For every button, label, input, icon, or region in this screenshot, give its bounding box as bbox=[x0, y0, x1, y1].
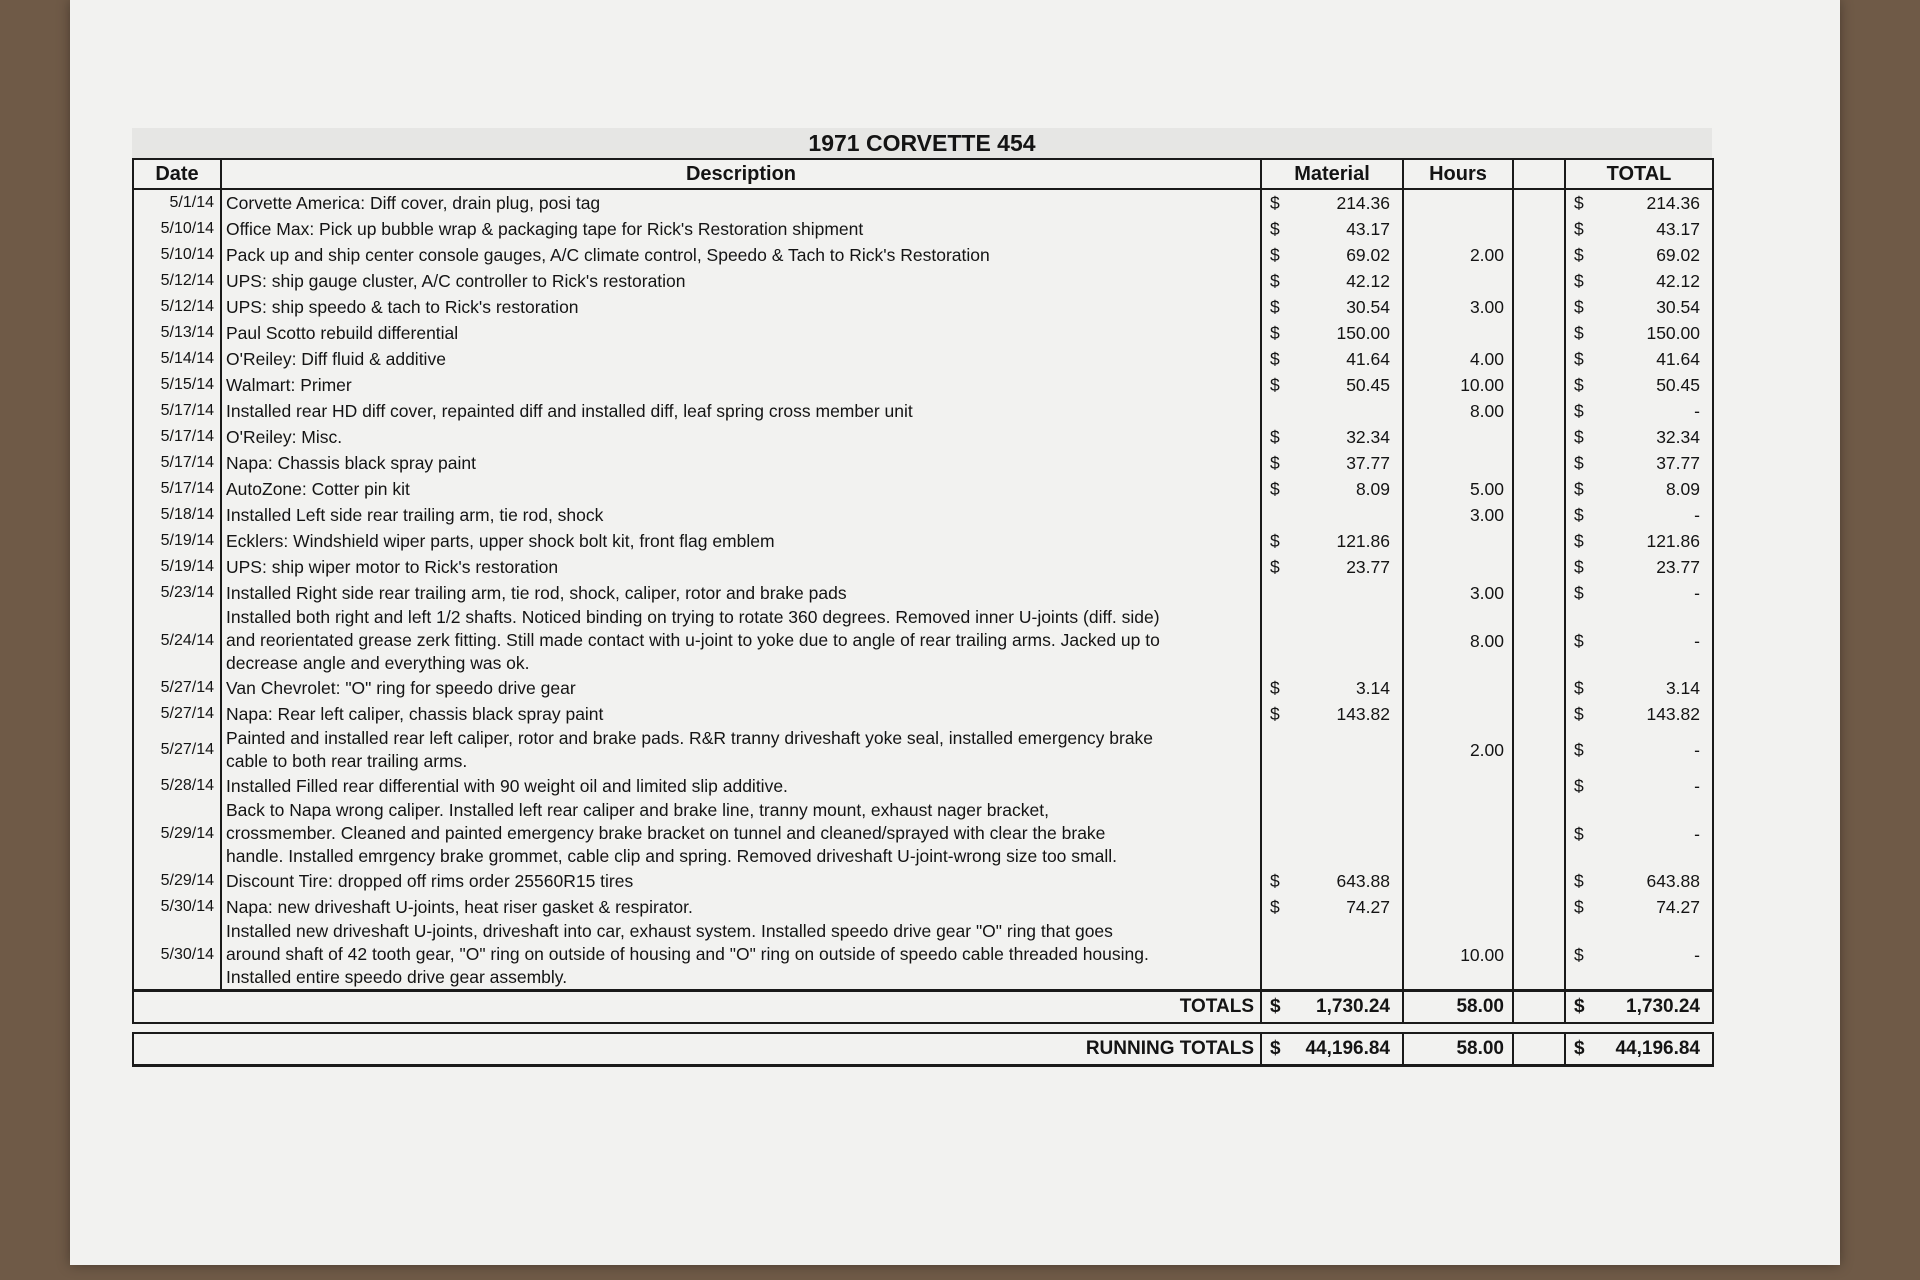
material-currency: $ bbox=[1261, 268, 1301, 294]
total-currency: $ bbox=[1565, 450, 1605, 476]
row-blank bbox=[1513, 346, 1565, 372]
row-blank bbox=[1513, 242, 1565, 268]
material-currency: $ bbox=[1261, 675, 1301, 701]
currency-sign: $ bbox=[1565, 991, 1605, 1024]
row-material: 8.09 bbox=[1301, 476, 1403, 502]
table-row bbox=[133, 476, 1713, 502]
running-totals-hours: 58.00 bbox=[1403, 1033, 1513, 1066]
table-row bbox=[133, 799, 1713, 868]
row-hours bbox=[1403, 320, 1513, 346]
row-total: 43.17 bbox=[1605, 216, 1713, 242]
paper-sheet bbox=[70, 0, 1840, 1265]
row-material: 74.27 bbox=[1301, 894, 1403, 920]
row-blank bbox=[1513, 868, 1565, 894]
description-line: and reorientated grease zerk fitting. Still made contact with u-joint to yoke due to angle of rear trailing arms. Jacked up to bbox=[226, 630, 1160, 650]
sheet-title: 1971 CORVETTE 454 bbox=[132, 128, 1712, 158]
row-hours: 5.00 bbox=[1403, 476, 1513, 502]
row-blank bbox=[1513, 189, 1565, 216]
row-blank bbox=[1513, 424, 1565, 450]
row-total: - bbox=[1605, 502, 1713, 528]
material-currency bbox=[1261, 773, 1301, 799]
total-currency: $ bbox=[1565, 294, 1605, 320]
description-line: Napa: new driveshaft U-joints, heat riser gasket & respirator. bbox=[226, 896, 693, 917]
row-material: 23.77 bbox=[1301, 554, 1403, 580]
row-total: - bbox=[1605, 580, 1713, 606]
material-currency: $ bbox=[1261, 868, 1301, 894]
row-total: 37.77 bbox=[1605, 450, 1713, 476]
running-totals-blank bbox=[1513, 1033, 1565, 1066]
row-total: 3.14 bbox=[1605, 675, 1713, 701]
row-date: 5/12/14 bbox=[133, 268, 221, 294]
description-line: Napa: Rear left caliper, chassis black spray paint bbox=[226, 703, 604, 724]
table-row bbox=[133, 868, 1713, 894]
row-blank bbox=[1513, 294, 1565, 320]
description-line: crossmember. Cleaned and painted emergency brake bracket on tunnel and cleaned/sprayed with clear the brake bbox=[226, 823, 1106, 843]
currency-sign: $ bbox=[1261, 1033, 1301, 1066]
table-row bbox=[133, 502, 1713, 528]
description-line: Pack up and ship center console gauges, A/C climate control, Speedo & Tach to Rick's Restoration bbox=[226, 244, 990, 265]
row-total: - bbox=[1605, 398, 1713, 424]
totals-material: 1,730.24 bbox=[1301, 991, 1403, 1024]
row-description bbox=[221, 799, 1261, 868]
row-description bbox=[221, 242, 1261, 268]
row-blank bbox=[1513, 450, 1565, 476]
total-currency: $ bbox=[1565, 799, 1605, 868]
row-description bbox=[221, 920, 1261, 991]
row-blank bbox=[1513, 727, 1565, 773]
material-currency: $ bbox=[1261, 216, 1301, 242]
table-row bbox=[133, 554, 1713, 580]
row-total: 41.64 bbox=[1605, 346, 1713, 372]
total-currency: $ bbox=[1565, 216, 1605, 242]
spacer-row bbox=[133, 1023, 1713, 1033]
table-row bbox=[133, 294, 1713, 320]
row-hours: 10.00 bbox=[1403, 372, 1513, 398]
row-material: 43.17 bbox=[1301, 216, 1403, 242]
table-row bbox=[133, 268, 1713, 294]
row-hours bbox=[1403, 528, 1513, 554]
material-currency bbox=[1261, 606, 1301, 675]
description-line: Installed Filled rear differential with 90 weight oil and limited slip additive. bbox=[226, 775, 788, 796]
row-hours bbox=[1403, 268, 1513, 294]
row-material bbox=[1301, 606, 1403, 675]
table-row bbox=[133, 606, 1713, 675]
description-line: Walmart: Primer bbox=[226, 374, 352, 395]
row-hours: 8.00 bbox=[1403, 398, 1513, 424]
row-blank bbox=[1513, 216, 1565, 242]
total-currency: $ bbox=[1565, 424, 1605, 450]
material-currency bbox=[1261, 502, 1301, 528]
row-total: 69.02 bbox=[1605, 242, 1713, 268]
row-material: 121.86 bbox=[1301, 528, 1403, 554]
row-description bbox=[221, 424, 1261, 450]
row-total: 50.45 bbox=[1605, 372, 1713, 398]
description-line: UPS: ship speedo & tach to Rick's restoration bbox=[226, 296, 579, 317]
material-currency: $ bbox=[1261, 320, 1301, 346]
row-material bbox=[1301, 920, 1403, 991]
description-line: cable to both rear trailing arms. bbox=[226, 751, 468, 771]
row-total: 32.34 bbox=[1605, 424, 1713, 450]
row-date: 5/1/14 bbox=[133, 189, 221, 216]
header-hours: Hours bbox=[1403, 159, 1513, 189]
material-currency: $ bbox=[1261, 528, 1301, 554]
material-currency: $ bbox=[1261, 476, 1301, 502]
header-date: Date bbox=[133, 159, 221, 189]
row-date: 5/12/14 bbox=[133, 294, 221, 320]
row-blank bbox=[1513, 320, 1565, 346]
row-hours: 10.00 bbox=[1403, 920, 1513, 991]
row-date: 5/17/14 bbox=[133, 450, 221, 476]
row-material bbox=[1301, 727, 1403, 773]
row-date: 5/17/14 bbox=[133, 476, 221, 502]
row-date: 5/18/14 bbox=[133, 502, 221, 528]
description-line: Paul Scotto rebuild differential bbox=[226, 322, 459, 343]
row-material: 143.82 bbox=[1301, 701, 1403, 727]
description-line: Installed Right side rear trailing arm, tie rod, shock, caliper, rotor and brake pads bbox=[226, 582, 847, 603]
row-total: 121.86 bbox=[1605, 528, 1713, 554]
description-line: UPS: ship gauge cluster, A/C controller to Rick's restoration bbox=[226, 270, 686, 291]
row-hours bbox=[1403, 554, 1513, 580]
table-row bbox=[133, 189, 1713, 216]
description-line: O'Reiley: Misc. bbox=[226, 426, 343, 447]
row-description bbox=[221, 372, 1261, 398]
table-row bbox=[133, 346, 1713, 372]
row-description bbox=[221, 675, 1261, 701]
row-total: - bbox=[1605, 727, 1713, 773]
row-material: 3.14 bbox=[1301, 675, 1403, 701]
row-date: 5/27/14 bbox=[133, 727, 221, 773]
row-blank bbox=[1513, 580, 1565, 606]
table-row bbox=[133, 372, 1713, 398]
description-line: Napa: Chassis black spray paint bbox=[226, 452, 476, 473]
total-currency: $ bbox=[1565, 675, 1605, 701]
row-description bbox=[221, 606, 1261, 675]
row-total: - bbox=[1605, 606, 1713, 675]
material-currency: $ bbox=[1261, 346, 1301, 372]
table-body bbox=[133, 189, 1713, 991]
row-date: 5/24/14 bbox=[133, 606, 221, 675]
material-currency: $ bbox=[1261, 894, 1301, 920]
running-totals-total: 44,196.84 bbox=[1605, 1033, 1713, 1066]
total-currency: $ bbox=[1565, 372, 1605, 398]
material-currency bbox=[1261, 727, 1301, 773]
description-line: Installed both right and left 1/2 shafts. Noticed binding on trying to rotate 360 degrees. Removed inner U-joints (diff. side) bbox=[226, 607, 1160, 627]
row-blank bbox=[1513, 773, 1565, 799]
row-total: - bbox=[1605, 773, 1713, 799]
row-blank bbox=[1513, 894, 1565, 920]
row-material: 42.12 bbox=[1301, 268, 1403, 294]
row-date: 5/10/14 bbox=[133, 216, 221, 242]
totals-total: 1,730.24 bbox=[1605, 991, 1713, 1024]
row-date: 5/29/14 bbox=[133, 868, 221, 894]
row-description bbox=[221, 580, 1261, 606]
table-row bbox=[133, 580, 1713, 606]
totals-row bbox=[133, 991, 1713, 1024]
table-row bbox=[133, 450, 1713, 476]
row-hours bbox=[1403, 894, 1513, 920]
row-blank bbox=[1513, 675, 1565, 701]
description-line: Discount Tire: dropped off rims order 25560R15 tires bbox=[226, 870, 634, 891]
row-total: 42.12 bbox=[1605, 268, 1713, 294]
material-currency bbox=[1261, 920, 1301, 991]
material-currency: $ bbox=[1261, 189, 1301, 216]
total-currency: $ bbox=[1565, 606, 1605, 675]
table-row bbox=[133, 894, 1713, 920]
row-hours bbox=[1403, 799, 1513, 868]
row-date: 5/30/14 bbox=[133, 894, 221, 920]
row-date: 5/14/14 bbox=[133, 346, 221, 372]
description-line: handle. Installed emrgency brake grommet, cable clip and spring. Removed driveshaft U-joint-wrong size too small. bbox=[226, 846, 1117, 866]
row-material bbox=[1301, 502, 1403, 528]
running-totals-label: RUNNING TOTALS bbox=[133, 1033, 1261, 1066]
row-total: 8.09 bbox=[1605, 476, 1713, 502]
header-description: Description bbox=[221, 159, 1261, 189]
row-blank bbox=[1513, 799, 1565, 868]
row-hours bbox=[1403, 773, 1513, 799]
row-blank bbox=[1513, 268, 1565, 294]
material-currency: $ bbox=[1261, 554, 1301, 580]
row-description bbox=[221, 502, 1261, 528]
table-row bbox=[133, 675, 1713, 701]
header-row bbox=[133, 159, 1713, 189]
row-date: 5/13/14 bbox=[133, 320, 221, 346]
row-blank bbox=[1513, 528, 1565, 554]
expense-table bbox=[132, 158, 1714, 1067]
description-line: AutoZone: Cotter pin kit bbox=[226, 478, 410, 499]
row-hours bbox=[1403, 216, 1513, 242]
row-hours: 8.00 bbox=[1403, 606, 1513, 675]
total-currency: $ bbox=[1565, 476, 1605, 502]
row-date: 5/17/14 bbox=[133, 398, 221, 424]
table-row bbox=[133, 216, 1713, 242]
row-description bbox=[221, 701, 1261, 727]
total-currency: $ bbox=[1565, 528, 1605, 554]
row-blank bbox=[1513, 920, 1565, 991]
row-material: 50.45 bbox=[1301, 372, 1403, 398]
row-material: 150.00 bbox=[1301, 320, 1403, 346]
description-line: Ecklers: Windshield wiper parts, upper shock bolt kit, front flag emblem bbox=[226, 530, 775, 551]
row-material: 32.34 bbox=[1301, 424, 1403, 450]
row-description bbox=[221, 320, 1261, 346]
row-description bbox=[221, 450, 1261, 476]
total-currency: $ bbox=[1565, 502, 1605, 528]
table-row bbox=[133, 320, 1713, 346]
row-description bbox=[221, 727, 1261, 773]
description-line: around shaft of 42 tooth gear, "O" ring on outside of housing and "O" ring on outside of speedo cable threaded housing. bbox=[226, 944, 1149, 964]
row-hours bbox=[1403, 675, 1513, 701]
row-hours bbox=[1403, 701, 1513, 727]
row-date: 5/19/14 bbox=[133, 528, 221, 554]
row-hours: 3.00 bbox=[1403, 580, 1513, 606]
description-line: Painted and installed rear left caliper, rotor and brake pads. R&R tranny driveshaft yoke seal, installed emergency brake bbox=[226, 728, 1154, 748]
total-currency: $ bbox=[1565, 398, 1605, 424]
total-currency: $ bbox=[1565, 894, 1605, 920]
table-row bbox=[133, 773, 1713, 799]
material-currency: $ bbox=[1261, 424, 1301, 450]
row-material: 37.77 bbox=[1301, 450, 1403, 476]
table-row bbox=[133, 242, 1713, 268]
total-currency: $ bbox=[1565, 701, 1605, 727]
row-hours: 2.00 bbox=[1403, 242, 1513, 268]
table-row bbox=[133, 701, 1713, 727]
description-line: Back to Napa wrong caliper. Installed left rear caliper and brake line, tranny mount, exhaust nager bracket, bbox=[226, 800, 1049, 820]
row-date: 5/28/14 bbox=[133, 773, 221, 799]
expense-sheet bbox=[132, 128, 1712, 1067]
description-line: Installed Left side rear trailing arm, tie rod, shock bbox=[226, 504, 604, 525]
description-line: UPS: ship wiper motor to Rick's restoration bbox=[226, 556, 559, 577]
material-currency: $ bbox=[1261, 242, 1301, 268]
row-description bbox=[221, 346, 1261, 372]
totals-label: TOTALS bbox=[133, 991, 1261, 1024]
row-date: 5/29/14 bbox=[133, 799, 221, 868]
totals-hours: 58.00 bbox=[1403, 991, 1513, 1024]
row-material: 643.88 bbox=[1301, 868, 1403, 894]
row-description bbox=[221, 189, 1261, 216]
material-currency: $ bbox=[1261, 294, 1301, 320]
row-material: 41.64 bbox=[1301, 346, 1403, 372]
row-hours: 2.00 bbox=[1403, 727, 1513, 773]
description-line: Corvette America: Diff cover, drain plug, posi tag bbox=[226, 192, 601, 213]
row-blank bbox=[1513, 701, 1565, 727]
description-line: Installed rear HD diff cover, repainted diff and installed diff, leaf spring cross member unit bbox=[226, 400, 913, 421]
row-description bbox=[221, 554, 1261, 580]
row-total: 143.82 bbox=[1605, 701, 1713, 727]
row-hours bbox=[1403, 450, 1513, 476]
total-currency: $ bbox=[1565, 727, 1605, 773]
row-hours bbox=[1403, 189, 1513, 216]
row-hours: 3.00 bbox=[1403, 294, 1513, 320]
table-row bbox=[133, 398, 1713, 424]
row-total: - bbox=[1605, 920, 1713, 991]
description-line: Office Max: Pick up bubble wrap & packaging tape for Rick's Restoration shipment bbox=[226, 218, 864, 239]
row-date: 5/10/14 bbox=[133, 242, 221, 268]
material-currency: $ bbox=[1261, 372, 1301, 398]
row-date: 5/27/14 bbox=[133, 701, 221, 727]
total-currency: $ bbox=[1565, 346, 1605, 372]
currency-sign: $ bbox=[1261, 991, 1301, 1024]
total-currency: $ bbox=[1565, 268, 1605, 294]
row-hours: 4.00 bbox=[1403, 346, 1513, 372]
row-description bbox=[221, 216, 1261, 242]
row-blank bbox=[1513, 398, 1565, 424]
row-description bbox=[221, 528, 1261, 554]
total-currency: $ bbox=[1565, 242, 1605, 268]
row-blank bbox=[1513, 372, 1565, 398]
material-currency: $ bbox=[1261, 701, 1301, 727]
row-description bbox=[221, 476, 1261, 502]
total-currency: $ bbox=[1565, 580, 1605, 606]
row-description bbox=[221, 894, 1261, 920]
row-total: 30.54 bbox=[1605, 294, 1713, 320]
row-total: 23.77 bbox=[1605, 554, 1713, 580]
row-hours bbox=[1403, 868, 1513, 894]
row-material bbox=[1301, 799, 1403, 868]
header-blank bbox=[1513, 159, 1565, 189]
running-totals-material: 44,196.84 bbox=[1301, 1033, 1403, 1066]
description-line: O'Reiley: Diff fluid & additive bbox=[226, 348, 446, 369]
row-total: 214.36 bbox=[1605, 189, 1713, 216]
row-blank bbox=[1513, 554, 1565, 580]
material-currency bbox=[1261, 580, 1301, 606]
row-blank bbox=[1513, 606, 1565, 675]
row-date: 5/15/14 bbox=[133, 372, 221, 398]
total-currency: $ bbox=[1565, 773, 1605, 799]
row-date: 5/30/14 bbox=[133, 920, 221, 991]
material-currency bbox=[1261, 398, 1301, 424]
header-material: Material bbox=[1261, 159, 1403, 189]
row-material bbox=[1301, 773, 1403, 799]
row-description bbox=[221, 294, 1261, 320]
total-currency: $ bbox=[1565, 320, 1605, 346]
table-row bbox=[133, 727, 1713, 773]
row-material: 214.36 bbox=[1301, 189, 1403, 216]
total-currency: $ bbox=[1565, 554, 1605, 580]
row-description bbox=[221, 268, 1261, 294]
row-hours: 3.00 bbox=[1403, 502, 1513, 528]
description-line: Installed entire speedo drive gear assembly. bbox=[226, 967, 568, 987]
row-date: 5/19/14 bbox=[133, 554, 221, 580]
row-blank bbox=[1513, 502, 1565, 528]
row-hours bbox=[1403, 424, 1513, 450]
description-line: Van Chevrolet: "O" ring for speedo drive gear bbox=[226, 677, 576, 698]
row-blank bbox=[1513, 476, 1565, 502]
description-line: decrease angle and everything was ok. bbox=[226, 653, 530, 673]
table-row bbox=[133, 920, 1713, 991]
row-description bbox=[221, 398, 1261, 424]
total-currency: $ bbox=[1565, 920, 1605, 991]
row-date: 5/17/14 bbox=[133, 424, 221, 450]
total-currency: $ bbox=[1565, 868, 1605, 894]
header-total: TOTAL bbox=[1565, 159, 1713, 189]
row-material: 69.02 bbox=[1301, 242, 1403, 268]
table-row bbox=[133, 528, 1713, 554]
row-description bbox=[221, 868, 1261, 894]
row-total: 150.00 bbox=[1605, 320, 1713, 346]
table-row bbox=[133, 424, 1713, 450]
row-description bbox=[221, 773, 1261, 799]
currency-sign: $ bbox=[1565, 1033, 1605, 1066]
row-material: 30.54 bbox=[1301, 294, 1403, 320]
running-totals-row bbox=[133, 1033, 1713, 1066]
totals-blank bbox=[1513, 991, 1565, 1024]
material-currency bbox=[1261, 799, 1301, 868]
row-material bbox=[1301, 580, 1403, 606]
row-total: 74.27 bbox=[1605, 894, 1713, 920]
material-currency: $ bbox=[1261, 450, 1301, 476]
row-date: 5/27/14 bbox=[133, 675, 221, 701]
row-total: 643.88 bbox=[1605, 868, 1713, 894]
row-date: 5/23/14 bbox=[133, 580, 221, 606]
row-material bbox=[1301, 398, 1403, 424]
total-currency: $ bbox=[1565, 189, 1605, 216]
row-total: - bbox=[1605, 799, 1713, 868]
description-line: Installed new driveshaft U-joints, driveshaft into car, exhaust system. Installed speedo drive gear "O" ring that goes bbox=[226, 921, 1113, 941]
